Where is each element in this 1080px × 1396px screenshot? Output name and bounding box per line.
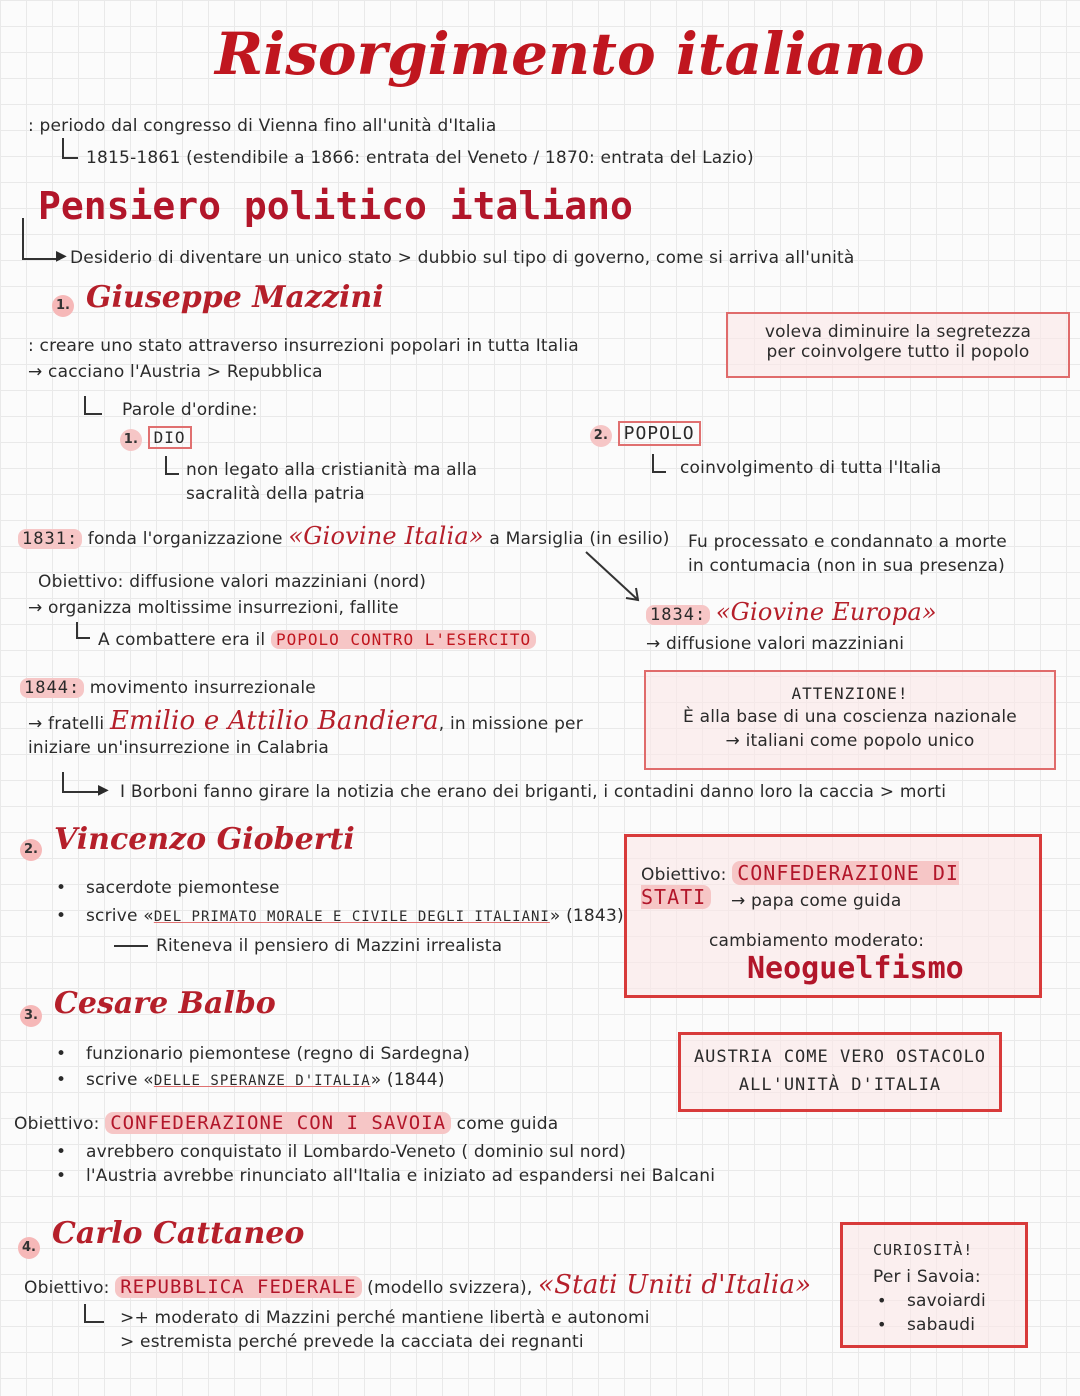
balbo-obj: Obiettivo: CONFEDERAZIONE CON I SAVOIA come guida: [14, 1112, 559, 1134]
attention-box: ATTENZIONE! È alla base di una coscienza nazionale → italiani come popolo unico: [644, 670, 1056, 770]
giovine-italia-line: 1831: fonda l'organizzazione «Giovine Italia» a Marsiglia (in esilio): [18, 522, 670, 550]
ge-desc: → diffusione valori mazziniani: [646, 634, 905, 654]
intro-period: : periodo dal congresso di Vienna fino all'unità d'Italia: [28, 116, 497, 136]
mazzini-goal2: → cacciano l'Austria > Repubblica: [28, 362, 323, 382]
balbo-p1: • avrebbero conquistato il Lombardo-Veneto ( dominio sul nord): [86, 1142, 626, 1162]
note-box: voleva diminuire la segretezza per coinvolgere tutto il popolo: [726, 312, 1070, 378]
w1-desc-2: sacralità della patria: [186, 484, 365, 504]
cattaneo-l2: > estremista perché prevede la cacciata dei regnanti: [120, 1332, 584, 1352]
balbo-p2: • l'Austria avrebbe rinunciato all'Italia e iniziato ad espandersi nei Balcani: [86, 1166, 715, 1186]
watchword-2: 2. POPOLO: [590, 423, 701, 447]
balbo-name: Cesare Balbo: [54, 986, 276, 1021]
diagonal-arrow-icon: [580, 548, 650, 608]
fight-line: A combattere era il POPOLO CONTRO L'ESERCITO: [98, 630, 536, 650]
y1844-line: 1844: movimento insurrezionale: [20, 678, 316, 698]
section-desc: Desiderio di diventare un unico stato > dubbio sul tipo di governo, come si arriva all'unità: [70, 248, 855, 268]
gioberti-arrow: Riteneva il pensiero di Mazzini irrealista: [156, 936, 503, 956]
austria-box: AUSTRIA COME VERO OSTACOLO ALL'UNITÀ D'ITALIA: [678, 1032, 1002, 1112]
section-title: Pensiero politico italiano: [38, 184, 633, 228]
gioberti-box: Obiettivo: CONFEDERAZIONE DI STATI → papa come guida cambiamento moderato: Neoguelfismo: [624, 834, 1042, 998]
w1-desc-1: non legato alla cristianità ma alla: [186, 460, 478, 480]
number-badge: 1.: [52, 295, 74, 317]
process-1: Fu processato e condannato a morte: [688, 532, 1007, 552]
curiosita-box: CURIOSITÀ! Per i Savoia: savoiardi sabaudi • •: [840, 1222, 1028, 1348]
intro-dates: 1815-1861 (estendibile a 1866: entrata del Veneto / 1870: entrata del Lazio): [86, 148, 754, 168]
brothers-line-2: iniziare un'insurrezione in Calabria: [28, 738, 330, 758]
mazzini-obj: Obiettivo: diffusione valori mazziniani (nord): [38, 572, 427, 592]
mazzini-org: → organizza moltissime insurrezioni, fallite: [28, 598, 399, 618]
giovine-europa-line: 1834: «Giovine Europa»: [646, 598, 937, 626]
arrow-icon: ▶: [56, 248, 67, 264]
cattaneo-obj: Obiettivo: REPUBBLICA FEDERALE (modello svizzera), «Stati Uniti d'Italia»: [24, 1270, 812, 1300]
mazzini-goal: : creare uno stato attraverso insurrezioni popolari in tutta Italia: [28, 336, 579, 356]
watchword-1: 1. DIO: [120, 428, 192, 451]
arrow-icon: ▶: [98, 782, 109, 798]
mazzini-name: Giuseppe Mazzini: [86, 280, 384, 315]
gioberti-b1: • sacerdote piemontese: [86, 878, 280, 898]
process-2: in contumacia (non in sua presenza): [688, 556, 1006, 576]
cattaneo-l1: >+ moderato di Mazzini perché mantiene libertà e autonomi: [120, 1308, 650, 1328]
number-badge: 4.: [18, 1237, 40, 1259]
borboni: I Borboni fanno girare la notizia che erano dei briganti, i contadini danno loro la caccia > morti: [120, 782, 947, 802]
cattaneo-name: Carlo Cattaneo: [52, 1216, 305, 1251]
watchwords-label: Parole d'ordine:: [122, 400, 258, 420]
number-badge: 2.: [20, 839, 42, 861]
balbo-b1: • funzionario piemontese (regno di Sardegna): [86, 1044, 470, 1064]
balbo-b2: • scrive «DELLE SPERANZE D'ITALIA» (1844): [86, 1070, 445, 1090]
page-title: Risorgimento italiano: [215, 20, 925, 88]
w2-desc: coinvolgimento di tutta l'Italia: [680, 458, 942, 478]
number-badge: 3.: [20, 1005, 42, 1027]
brothers-line: → fratelli Emilio e Attilio Bandiera, in missione per: [28, 706, 583, 736]
gioberti-b2: • scrive «DEL PRIMATO MORALE E CIVILE DEGLI ITALIANI» (1843): [86, 906, 624, 926]
gioberti-name: Vincenzo Gioberti: [54, 822, 355, 857]
